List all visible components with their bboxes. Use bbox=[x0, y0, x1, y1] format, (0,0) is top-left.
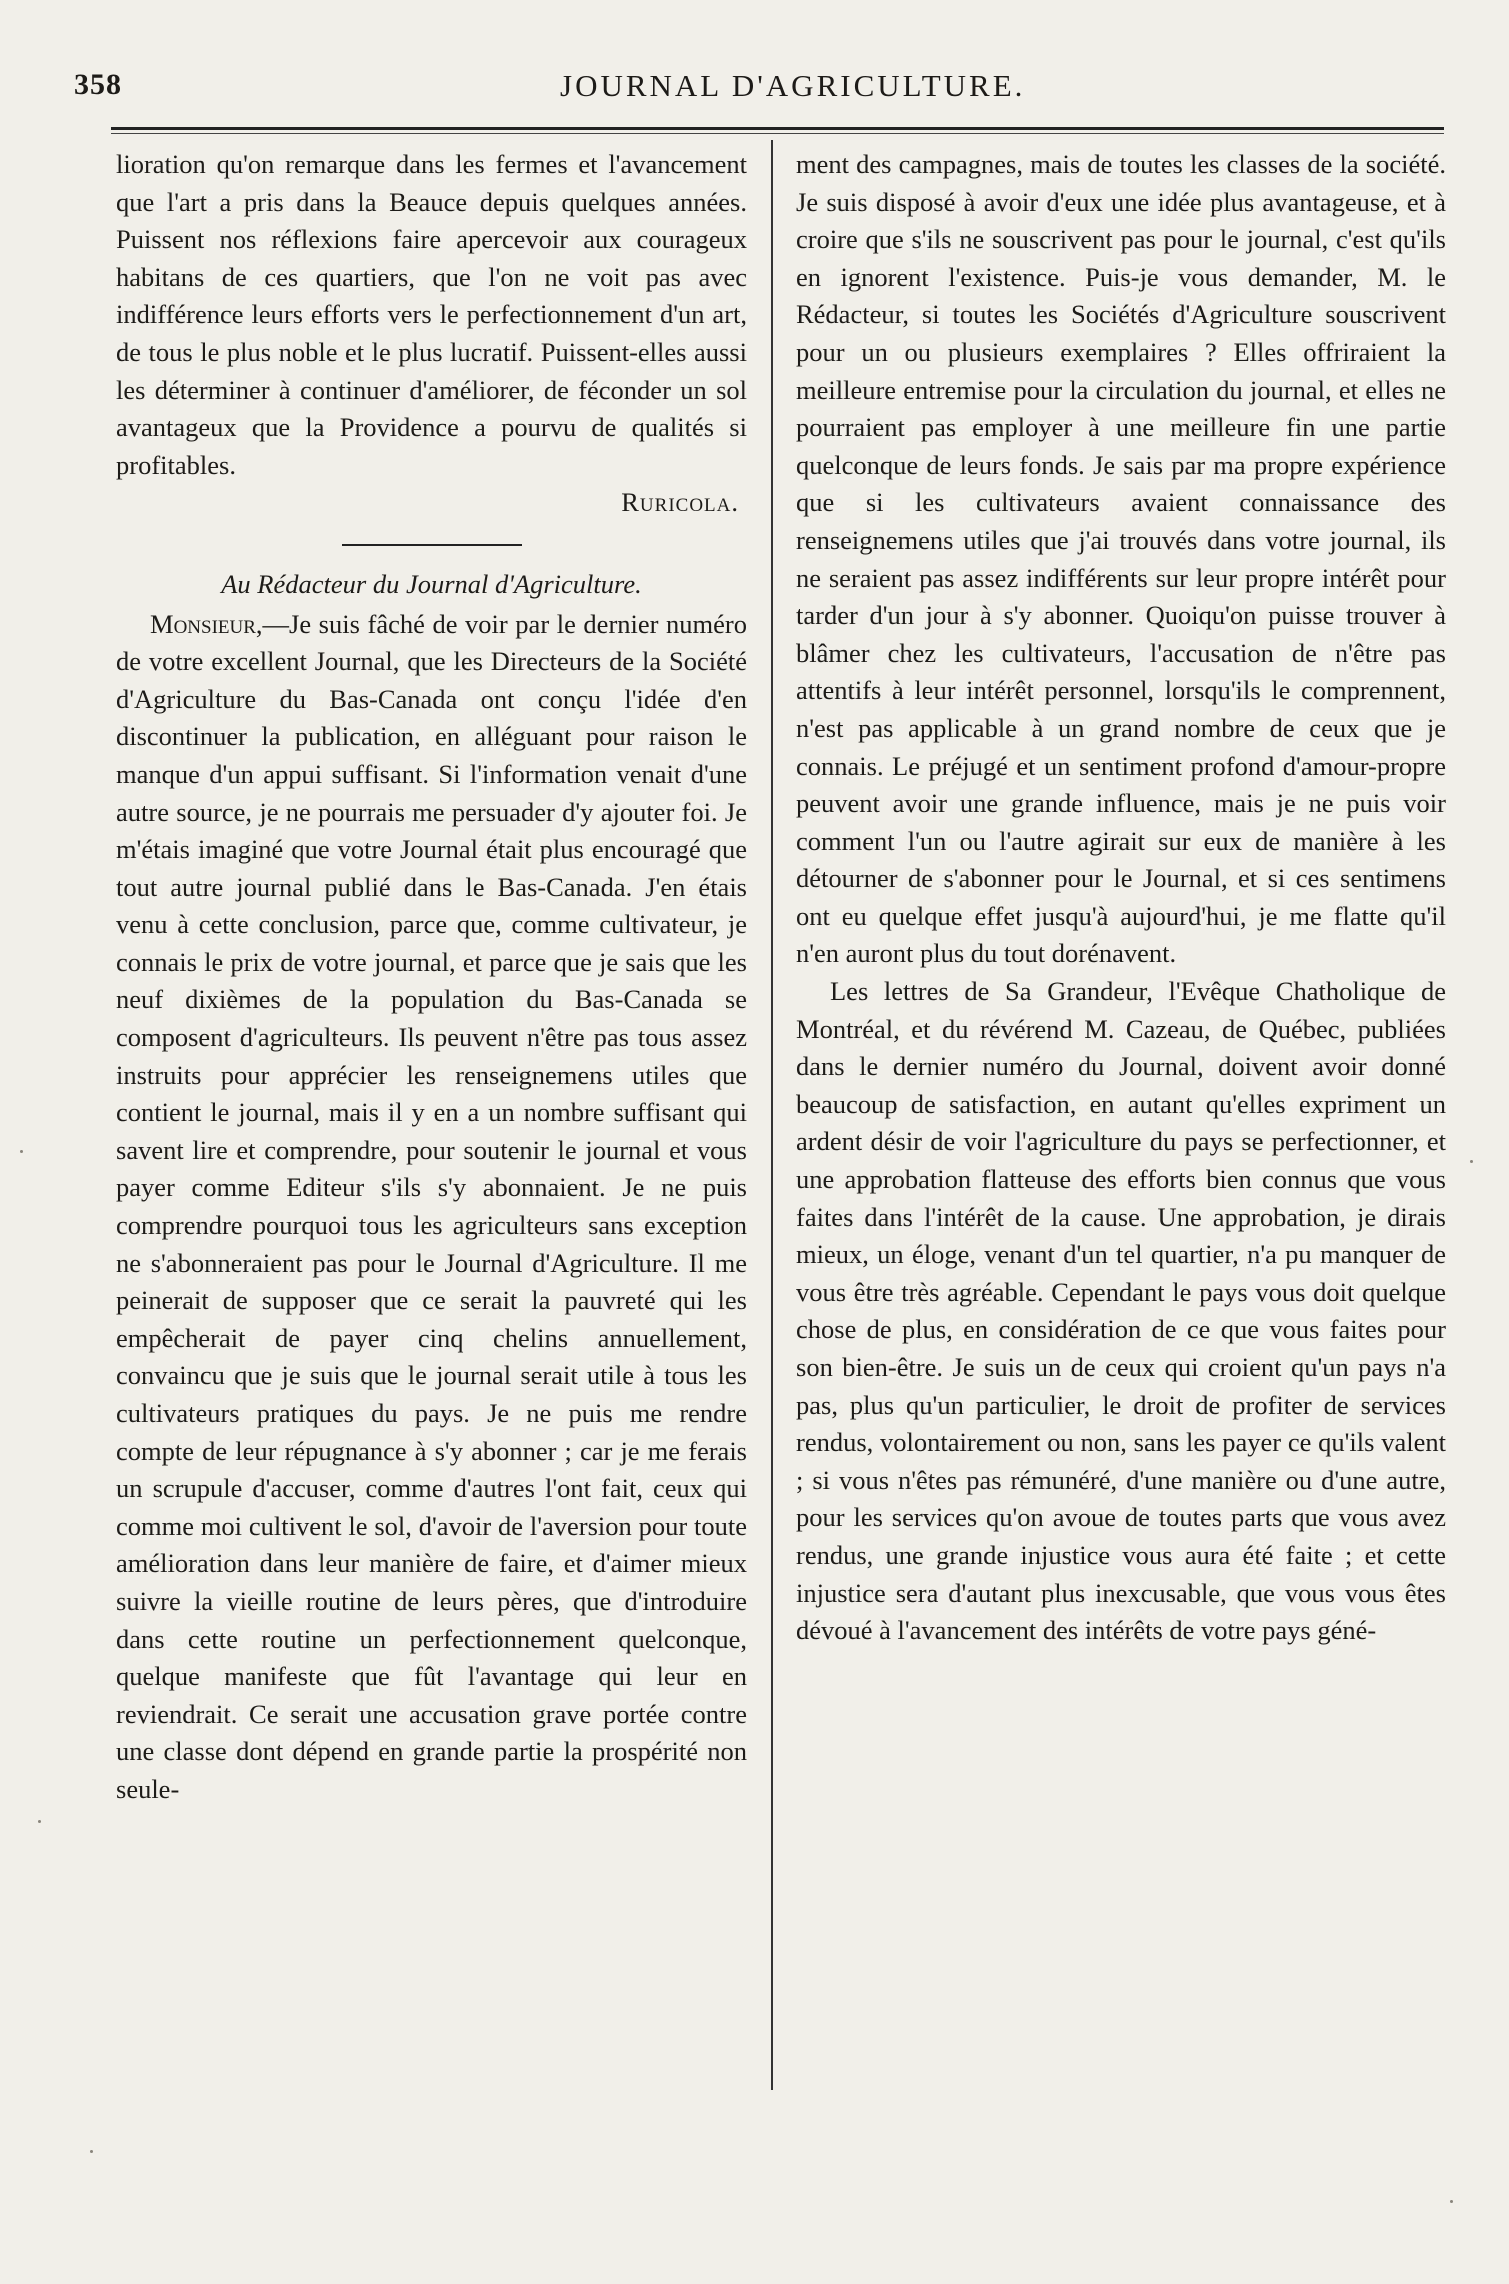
page-header bbox=[74, 62, 1454, 112]
paper-speck bbox=[20, 1150, 23, 1153]
paper-speck bbox=[38, 1820, 41, 1823]
continued-paragraph: lioration qu'on remarque dans les fermes et l'avancement que l'art a pris dans la Beauce depuis quelques années. Puissent nos réflexions faire apercevoir aux courageux habitans de ces quartiers, que l'on ne voit pas avec indifférence leurs efforts vers le perfectionnement d'un art, de tous le plus noble et le plus lucratif. Puissent-elles aussi les déterminer à continuer d'améliorer, de féconder un sol avantageux que la Providence a pourvu de qualités si profitables. bbox=[116, 149, 747, 480]
section-separator bbox=[342, 544, 522, 546]
signature: Ruricola. bbox=[621, 487, 739, 518]
page-number: 358 bbox=[74, 68, 122, 101]
header-rule-thin bbox=[111, 133, 1444, 134]
paper-speck bbox=[90, 2150, 93, 2153]
letter-heading: Au Rédacteur du Journal d'Agriculture. bbox=[221, 568, 642, 599]
paragraph-lettres: Les lettres de Sa Grandeur, l'Evêque Chatholique de Montréal, et du révérend M. Cazeau, de Québec, publiées dans le dernier numéro du Journal, doivent avoir donné beaucoup de satisfaction, en autant qu'elles expriment un ardent désir de voir l'agriculture du pays se perfectionner, et une approbation flatteuse des efforts bien connus que vous faites dans l'intérêt de la cause. Une approbation, je dirais mieux, un éloge, venant d'un tel quartier, n'a pu manquer de vous être très agréable. Cependant le pays vous doit quelque chose de plus, en considération de ce que vous faites pour son bien-être. Je suis un de ceux qui croient qu'un pays n'a pas, plus qu'un particulier, le droit de profiter de services rendus, volontairement ou non, sans les payer ce qu'ils valent ; si vous n'êtes pas rémunéré, d'une manière ou d'une autre, pour les services qu'on avoue de toutes parts que vous avez rendus, une grande injustice vous aura été faite ; et cette injustice sera d'autant plus inexcusable, que vous vous êtes dévoué à l'avancement des intérêts de votre pays géné- bbox=[796, 976, 1446, 1646]
right-column bbox=[796, 146, 1446, 1650]
salutation: Monsieur, bbox=[150, 608, 263, 639]
paper-speck bbox=[1450, 2200, 1453, 2203]
letter-paragraph bbox=[116, 606, 747, 1809]
letter-body: —Je suis fâché de voir par le dernier numéro de votre excellent Journal, que les Directeurs de la Société d'Agriculture du Bas-Canada ont conçu l'idée d'en discontinuer la publication, en alléguant pour raison le manque d'un appui suffisant. Si l'information venait d'une autre source, je ne pourrais me persuader d'y ajouter foi. Je m'étais imaginé que votre Journal était plus encouragé que tout autre journal publié dans le Bas-Canada. J'en étais venu à cette conclusion, parce que, comme cultivateur, je connais le prix de votre journal, et parce que je sais que les neuf dixièmes de la population du Bas-Canada se composent d'agriculteurs. Ils peuvent n'être pas tous assez instruits pour apprécier les renseignemens utiles que contient le journal, mais il y en a un nombre suffisant qui savent lire et comprendre, pour soutenir le journal et vous payer comme Editeur s'ils s'y abonnaient. Je ne puis comprendre pourquoi tous les agriculteurs sans exception ne s'abonneraient pas pour le Journal d'Agriculture. Il me peinerait de supposer que ce serait la pauvreté qui les empêcherait de payer cinq chelins annuellement, convaincu que je suis que le journal serait utile à tous les cultivateurs pratiques du pays. Je ne puis me rendre compte de leur répugnance à s'y abonner ; car je me ferais un scrupule d'accuser, comme d'autres l'ont fait, ceux qui comme moi cultivent le sol, d'avoir de l'aversion pour toute amélioration dans leur manière de faire, et d'aimer mieux suivre la vieille routine de leurs pères, que d'introduire dans cette routine un perfectionnement quelconque, quelque manifeste que fût l'avantage qui leur en reviendrait. Ce serait une accusation grave portée contre une classe dont dépend en grande partie la prospérité non seule- bbox=[116, 608, 747, 1804]
header-rule bbox=[111, 127, 1444, 130]
paper-speck bbox=[1470, 1160, 1473, 1163]
continued-paragraph-right: ment des campagnes, mais de toutes les classes de la société. Je suis disposé à avoir d'eux une idée plus avantageuse, et à croire que s'ils ne souscrivent pas pour le journal, c'est qu'ils en ignorent l'existence. Puis-je vous demander, M. le Rédacteur, si toutes les Sociétés d'Agriculture souscrivent pour un ou plusieurs exemplaires ? Elles offriraient la meilleure entremise pour la circulation du journal, et elles ne pourraient pas employer à une meilleure fin une partie quelconque de leurs fonds. Je sais par ma propre expérience que si les cultivateurs avaient connaissance des renseignemens utiles que j'ai trouvés dans votre journal, ils ne seraient pas assez indifférents sur leur propre intérêt pour tarder d'un jour à s'y abonner. Quoiqu'on puisse trouver à blâmer chez les cultivateurs, l'accusation de n'être pas attentifs à leur intérêt personnel, lorsqu'ils le comprennent, n'est pas applicable à un grand nombre de ceux que je connais. Le préjugé et un sentiment profond d'amour-propre peuvent avoir une grande influence, mais je ne puis voir comment l'un ou l'autre agirait sur eux de manière à les détourner de s'abonner pour le Journal, et si ces sentimens ont eu quelque effet jusqu'à aujourd'hui, je me flatte qu'il n'en auront plus du tout dorénavent. bbox=[796, 149, 1446, 969]
left-column bbox=[116, 146, 747, 1809]
column-divider bbox=[771, 140, 773, 2090]
running-title: JOURNAL D'AGRICULTURE. bbox=[560, 68, 1026, 103]
